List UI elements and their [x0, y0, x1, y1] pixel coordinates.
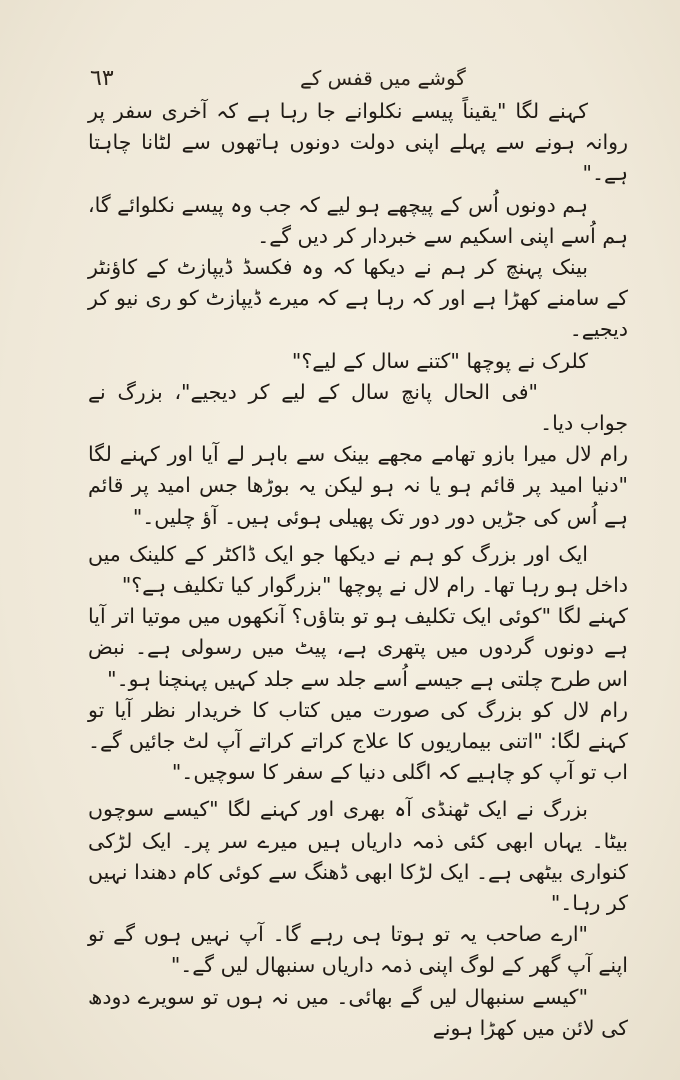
body-text [88, 96, 628, 1044]
paragraph: "کیسے سنبھال لیں گے بھائی۔ میں نہ ہوں تو سویرے دودھ کی لائن میں کھڑا ہونے [88, 984, 628, 1040]
paragraph: کہنے لگا "یقیناً پیسے نکلوانے جا رہا ہے کہ آخری سفر پر روانہ ہونے سے پہلے اپنی دولت دونوں ہاتھوں سے لٹانا چاہتا ہے۔" [88, 99, 628, 186]
running-title: گوشے میں قفس کے [300, 66, 466, 90]
paragraph: کلرک نے پوچھا "کتنے سال کے لیے؟" [291, 348, 588, 373]
paragraph: "فی الحال پانچ سال کے لیے کر دیجیے"، بزرگ نے جواب دیا۔ [88, 379, 628, 436]
paragraph: بینک پہنچ کر ہم نے دیکھا کہ وہ فکسڈ ڈیپازٹ کے کاؤنٹر کے سامنے کھڑا ہے اور کہ رہا ہے کہ میرے ڈیپازٹ کو ری نیو کر دیجیے۔ [88, 255, 628, 342]
paragraph: رام لال کو بزرگ کی صورت میں کتاب کا خریدار نظر آیا تو کہنے لگا: "اتنی بیماریوں کا علاج کراتے کراتے آپ لٹ جائیں گے۔ اب تو آپ کو چاہیے کہ اگلی دنیا کے سفر کا سوچیں۔" [88, 697, 628, 785]
paragraph: ہم دونوں اُس کے پیچھے ہو لیے کہ جب وہ پیسے نکلوائے گا، ہم اُسے اپنی اسکیم سے خبردار کر دیں گے۔ [88, 192, 628, 248]
page-number: ٦٣ [90, 66, 114, 91]
paragraph: "ارے صاحب یہ تو ہوتا ہی رہے گا۔ آپ نہیں ہوں گے تو اپنے آپ گھر کے لوگ اپنی ذمہ داریاں سنبھال لیں گے۔" [88, 922, 628, 978]
paragraph: بزرگ نے ایک ٹھنڈی آہ بھری اور کہنے لگا "کیسے سوچوں بیٹا۔ یہاں ابھی کئی ذمہ داریاں ہیں میرے سر پر۔ ایک لڑکی کنواری بیٹھی ہے۔ ایک لڑکا ابھی ڈھنگ سے کوئی کام دھندا نہیں کر رہا۔" [88, 797, 628, 916]
paragraph: ایک اور بزرگ کو ہم نے دیکھا جو ایک ڈاکٹر کے کلینک میں داخل ہو رہا تھا۔ رام لال نے پوچھا "بزرگوار کیا تکلیف ہے؟" [88, 541, 628, 598]
paragraph: کہنے لگا "کوئی ایک تکلیف ہو تو بتاؤں؟ آنکھوں میں موتیا اتر آیا ہے دونوں گردوں میں پتھری ہے، پیٹ میں رسولی ہے۔ نبض اس طرح چلتی ہے جیسے اُسے جلد سے جلد کہیں پہنچنا ہو۔" [88, 604, 628, 691]
paragraph: رام لال میرا بازو تھامے مجھے بینک سے باہر لے آیا اور کہنے لگا "دنیا امید پر قائم ہو یا نہ ہو لیکن یہ بوڑھا جس امید پر قائم ہے اُس کی جڑیں دور دور تک پھیلی ہوئی ہیں۔ آؤ چلیں۔" [88, 442, 628, 529]
